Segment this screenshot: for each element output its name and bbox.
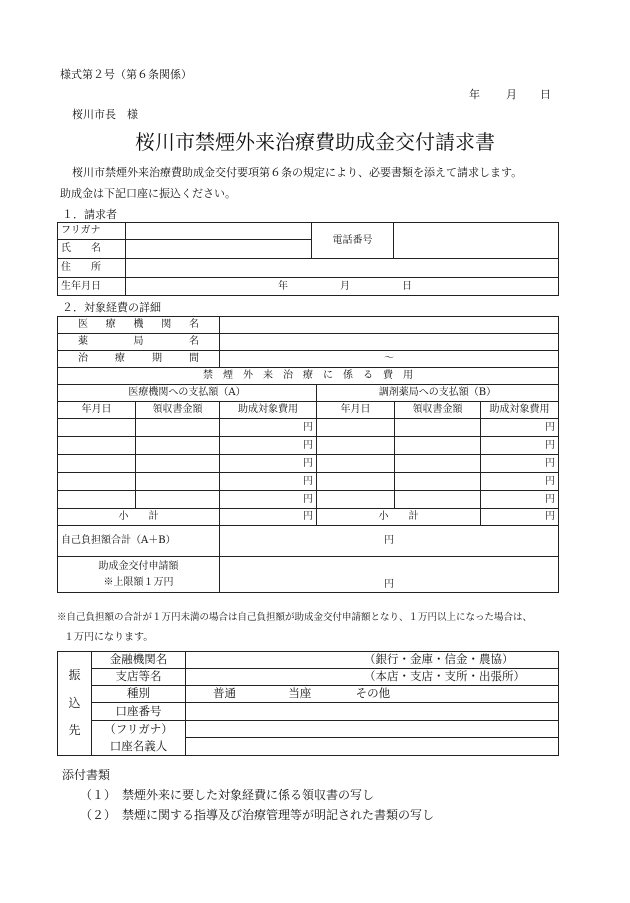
subsidy-a-cell[interactable]	[220, 437, 317, 455]
subsidy-a-cell[interactable]	[220, 491, 317, 509]
table-row	[58, 455, 559, 473]
birth-day: 日	[402, 281, 412, 292]
cap-note: ※上限額１万円	[103, 576, 174, 588]
date-a-cell[interactable]	[58, 473, 136, 491]
bank-table	[57, 651, 559, 756]
note-line-2: １万円になります。	[64, 632, 154, 643]
birth-month: 月	[340, 281, 350, 292]
address-label: 住 所	[58, 259, 126, 278]
date-b-cell[interactable]	[317, 491, 395, 509]
side-label-2: 込	[68, 695, 81, 710]
branch-label: 支店等名	[92, 669, 186, 686]
birth-label: 生年月日	[58, 278, 126, 296]
yen-unit: 円	[545, 439, 555, 451]
intro-line-2: 助成金は下記口座に振込ください。	[60, 187, 236, 200]
table-row	[58, 419, 559, 437]
cost-header: 禁 煙 外 来 治 療 に 係 る 費 用	[58, 368, 559, 385]
holder-field[interactable]	[186, 738, 559, 756]
date-day: 日	[540, 88, 551, 101]
yen-unit: 円	[303, 493, 313, 505]
attachments-heading: 添付書類	[62, 768, 111, 782]
subheader-receipt-a: 領収書金額	[136, 402, 220, 419]
receipt-a-cell[interactable]	[136, 491, 220, 509]
page-title: 桜川市禁煙外来治療費助成金交付請求書	[135, 130, 495, 154]
bank-field[interactable]	[186, 652, 559, 669]
expense-table	[57, 316, 559, 593]
holder-kana-label: （フリガナ）	[92, 721, 186, 738]
table-row	[58, 491, 559, 509]
period-tilde: ～	[384, 353, 394, 364]
yen-unit: 円	[545, 421, 555, 433]
date-b-cell[interactable]	[317, 419, 395, 437]
subheader-subsidy-a: 助成対象費用	[220, 402, 317, 419]
phone-field[interactable]	[394, 223, 559, 259]
date-b-cell[interactable]	[317, 437, 395, 455]
kind-label: 種別	[92, 686, 186, 703]
table-row	[58, 437, 559, 455]
attachment-text-2: 禁煙に関する指導及び治療管理等が明記された書類の写し	[122, 808, 435, 822]
phone-label: 電話番号	[312, 223, 394, 259]
period-field[interactable]	[220, 351, 559, 368]
date-a-cell[interactable]	[58, 419, 136, 437]
kind-ordinary[interactable]: 普通	[213, 686, 236, 701]
subtotal-a-field[interactable]	[220, 509, 317, 526]
date-b-cell[interactable]	[317, 473, 395, 491]
request-amount-label: 助成金交付申請額	[98, 560, 179, 572]
yen-unit: 円	[303, 439, 313, 451]
yen-unit: 円	[384, 579, 394, 590]
subsidy-a-cell[interactable]	[220, 455, 317, 473]
self-total-label: 自己負担額合計（A＋B）	[58, 526, 220, 557]
subsidy-b-cell[interactable]	[481, 437, 559, 455]
date-a-cell[interactable]	[58, 455, 136, 473]
kind-other[interactable]: その他	[355, 686, 391, 701]
yen-unit: 円	[545, 511, 555, 522]
subtotal-b-label: 小 計	[317, 509, 481, 526]
subheader-subsidy-b: 助成対象費用	[481, 402, 559, 419]
receipt-a-cell[interactable]	[136, 473, 220, 491]
holder-label: 口座名義人	[92, 738, 186, 756]
address-field[interactable]	[126, 259, 559, 278]
yen-unit: 円	[545, 457, 555, 469]
subtotal-a-label: 小 計	[58, 509, 220, 526]
name-label: 氏 名	[58, 240, 126, 259]
subsidy-b-cell[interactable]	[481, 491, 559, 509]
subsidy-b-cell[interactable]	[481, 419, 559, 437]
birth-year: 年	[278, 281, 288, 292]
receipt-b-cell[interactable]	[395, 491, 481, 509]
attachment-num-2: （２）	[80, 808, 117, 822]
branch-types: （本店・支店・支所・出張所）	[364, 669, 525, 684]
subsidy-a-cell[interactable]	[220, 473, 317, 491]
subheader-date-b: 年月日	[317, 402, 395, 419]
section1-heading: １．請求者	[62, 208, 117, 221]
side-label-1: 振	[68, 668, 81, 683]
yen-unit: 円	[303, 457, 313, 469]
receipt-b-cell[interactable]	[395, 419, 481, 437]
receipt-b-cell[interactable]	[395, 437, 481, 455]
yen-unit: 円	[384, 535, 394, 546]
date-b-cell[interactable]	[317, 455, 395, 473]
holder-kana-field[interactable]	[186, 721, 559, 738]
bank-types: （銀行・金庫・信金・農協）	[364, 652, 514, 667]
date-year: 年	[469, 88, 480, 101]
receipt-a-cell[interactable]	[136, 437, 220, 455]
requester-table	[57, 222, 559, 296]
subheader-receipt-b: 領収書金額	[395, 402, 481, 419]
request-amount-field[interactable]	[220, 557, 559, 593]
clinic-field[interactable]	[220, 317, 559, 334]
side-label-3: 先	[68, 723, 81, 738]
col-b-header: 調剤薬局への支払額（B）	[317, 385, 559, 402]
yen-unit: 円	[545, 475, 555, 487]
date-month: 月	[506, 88, 517, 101]
attachment-num-1: （１）	[80, 788, 117, 802]
form-number: 様式第２号（第６条関係）	[60, 68, 192, 81]
branch-field[interactable]	[186, 669, 559, 686]
receipt-a-cell[interactable]	[136, 419, 220, 437]
name-field[interactable]	[126, 240, 312, 259]
subheader-date-a: 年月日	[58, 402, 136, 419]
self-total-field[interactable]	[220, 526, 559, 557]
yen-unit: 円	[303, 421, 313, 433]
yen-unit: 円	[303, 475, 313, 487]
yen-unit: 円	[303, 511, 313, 522]
furigana-field[interactable]	[126, 223, 312, 240]
birth-field[interactable]	[126, 278, 559, 296]
addressee: 桜川市長 様	[72, 108, 138, 121]
furigana-label: フリガナ	[58, 223, 126, 240]
subsidy-b-cell[interactable]	[481, 455, 559, 473]
section2-heading: ２．対象経費の詳細	[62, 301, 161, 314]
col-a-header: 医療機関への支払額（A）	[58, 385, 317, 402]
subsidy-b-cell[interactable]	[481, 473, 559, 491]
subsidy-a-cell[interactable]	[220, 419, 317, 437]
date-a-cell[interactable]	[58, 437, 136, 455]
account-number-field[interactable]	[186, 703, 559, 721]
kind-current[interactable]: 当座	[288, 686, 312, 701]
account-number-label: 口座番号	[92, 703, 186, 721]
bank-label: 金融機関名	[92, 652, 186, 669]
date-a-cell[interactable]	[58, 491, 136, 509]
receipt-b-cell[interactable]	[395, 455, 481, 473]
subtotal-b-field[interactable]	[481, 509, 559, 526]
receipt-a-cell[interactable]	[136, 455, 220, 473]
yen-unit: 円	[545, 493, 555, 505]
table-row	[58, 473, 559, 491]
intro-line-1: 桜川市禁煙外来治療費助成金交付要項第６条の規定により、必要書類を添えて請求します。	[72, 166, 523, 179]
pharmacy-field[interactable]	[220, 334, 559, 351]
attachment-text-1: 禁煙外来に要した対象経費に係る領収書の写し	[122, 788, 375, 802]
note-line-1: ※自己負担額の合計が１万円未満の場合は自己負担額が助成金交付申請額となり、１万円以上になった場合は、	[57, 612, 533, 623]
kind-field[interactable]	[186, 686, 559, 703]
receipt-b-cell[interactable]	[395, 473, 481, 491]
clinic-label: 医 療 機 関 名	[78, 319, 199, 330]
period-label: 治 療 期 間	[78, 353, 199, 364]
pharmacy-label: 薬 局 名	[78, 336, 199, 347]
